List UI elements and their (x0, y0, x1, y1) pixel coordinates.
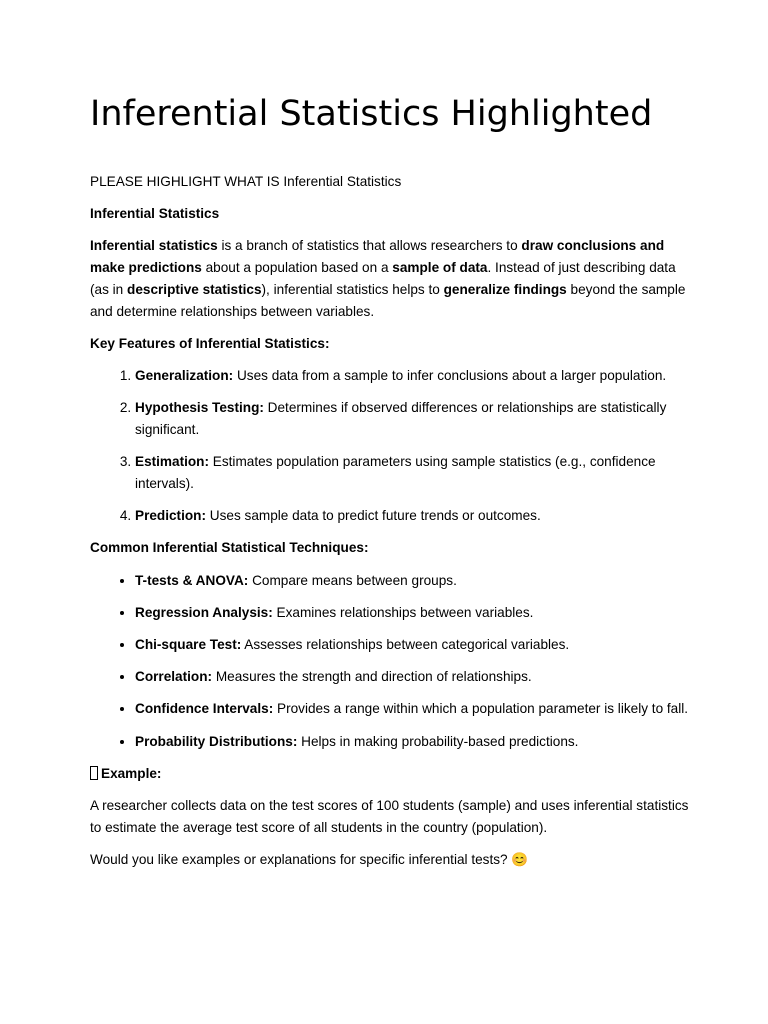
feature-item (135, 505, 690, 527)
section-heading: Inferential Statistics (90, 206, 220, 222)
features-heading: Key Features of Inferential Statistics: (90, 335, 330, 351)
feature-desc: Uses sample data to predict future trends or outcomes. (206, 508, 541, 524)
intro-paragraph (90, 235, 690, 322)
technique-term: Chi-square Test: (135, 637, 242, 653)
technique-desc: Measures the strength and direction of relationships. (212, 669, 532, 685)
feature-term: Estimation: (135, 454, 210, 470)
closing-line: Would you like examples or explanations for specific inferential tests? 😊 (90, 851, 529, 867)
technique-item (135, 731, 690, 753)
technique-term: Correlation: (135, 669, 213, 685)
intro-bold-9: generalize findings (443, 281, 567, 297)
feature-item (135, 451, 690, 495)
example-text: A researcher collects data on the test scores of 100 students (sample) and uses inferential statistics to estimate the average test score of all students in the country (population). (90, 797, 689, 835)
technique-desc: Assesses relationships between categorical variables. (241, 637, 570, 653)
technique-item (135, 602, 690, 624)
technique-term: Regression Analysis: (135, 604, 273, 620)
features-list (90, 365, 690, 527)
intro-bold-5: sample of data (392, 260, 488, 276)
feature-term: Hypothesis Testing: (135, 400, 264, 416)
intro-text-4: about a population based on a (201, 260, 393, 276)
technique-desc: Provides a range within which a population parameter is likely to fall. (273, 701, 689, 717)
technique-term: T-tests & ANOVA: (135, 572, 249, 588)
feature-item (135, 397, 690, 441)
example-heading-label: Example: (101, 765, 162, 781)
technique-term: Confidence Intervals: (135, 701, 274, 717)
intro-text-10: beyond the sample and determine relationships between variables. (90, 281, 686, 319)
technique-item (135, 570, 690, 592)
technique-desc: Helps in making probability-based predictions. (297, 733, 579, 749)
feature-term: Generalization: (135, 368, 234, 384)
feature-item (135, 365, 690, 387)
techniques-list (90, 570, 690, 753)
intro-bold-1: Inferential statistics (90, 238, 218, 254)
feature-desc: Estimates population parameters using sample statistics (e.g., confidence intervals). (135, 454, 656, 492)
technique-desc: Compare means between groups. (248, 572, 457, 588)
feature-desc: Determines if observed differences or relationships are statistically significant. (135, 400, 667, 438)
technique-desc: Examines relationships between variables. (272, 604, 534, 620)
missing-glyph-icon (90, 766, 98, 780)
example-heading (90, 763, 690, 785)
technique-term: Probability Distributions: (135, 733, 298, 749)
intro-text-2: is a branch of statistics that allows researchers to (217, 238, 522, 254)
technique-item (135, 634, 690, 656)
feature-desc: Uses data from a sample to infer conclusions about a larger population. (233, 368, 667, 384)
intro-text-6: . Instead of just describing data (as in (90, 260, 676, 297)
intro-bold-3: draw conclusions and make predictions (90, 238, 665, 276)
intro-bold-7: descriptive statistics (127, 281, 262, 297)
prompt-line: PLEASE HIGHLIGHT WHAT IS Inferential Statistics (90, 174, 402, 189)
document-title: Inferential Statistics Highlighted (90, 94, 653, 134)
feature-term: Prediction: (135, 508, 206, 524)
intro-text-8: ), inferential statistics helps to (261, 281, 444, 297)
technique-item (135, 666, 690, 688)
techniques-heading: Common Inferential Statistical Techniques: (90, 540, 369, 556)
technique-item (135, 698, 690, 720)
document-body (90, 171, 690, 881)
